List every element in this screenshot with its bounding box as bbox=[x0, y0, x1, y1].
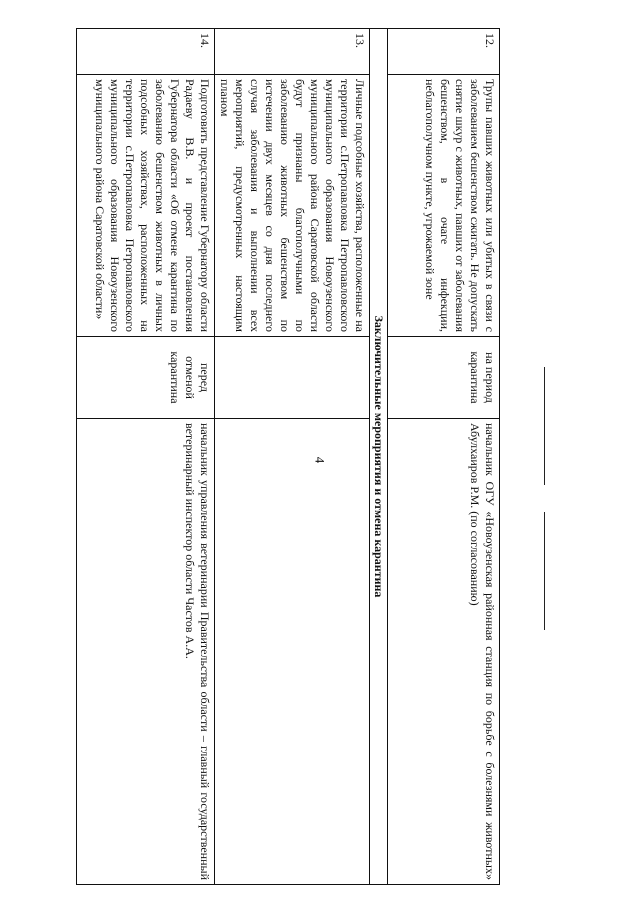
term-cell: на период карантина bbox=[388, 337, 500, 419]
row-number: 12. bbox=[388, 29, 500, 75]
section-title: Заключительные мероприятия и отмена карантина bbox=[370, 29, 388, 885]
measure-cell: Трупы павших животных или убитых в связи с заболеванием бешенством сжигать. Не допускать снятие шкур с животных, павших от заболевания бешенством, в очаге инфекции, неблагополучном пункте, угрожаемой зоне bbox=[388, 75, 500, 337]
page-number: 4 bbox=[312, 456, 328, 464]
signature-line bbox=[544, 367, 545, 485]
rotated-plan-table bbox=[82, 28, 500, 884]
responsible-cell: начальник ОГУ «Новоузенская районная станция по борьбе с болезнями животных» Абулхаиров Р.М. (по согласованию) bbox=[388, 419, 500, 885]
row-number: 13. bbox=[215, 29, 370, 75]
term-cell: перед отменой карантина bbox=[77, 337, 215, 419]
plan-table bbox=[76, 28, 500, 885]
section-row bbox=[370, 29, 388, 885]
signature-line bbox=[544, 512, 545, 630]
measure-cell: Личные подсобные хозяйства, расположенные на территории с.Петропавловка Петропавловского муниципального образования Новоузенского муниципального района Саратовской области будут признаны благополучными по заболеванию животных бешенством по истечении двух месяцев со дня последнего случая заболевания и выполнении всех мероприятий, предусмотренных настоящим планом bbox=[215, 75, 370, 337]
row-number: 14. bbox=[77, 29, 215, 75]
measure-cell: Подготовить представление Губернатору области Радаеву В.В. и проект постановления Губернатора области «Об отмене карантина по заболеванию бешенством животных в личных подсобных хозяйствах, расположенных на территории с.Петропавловка Петропавловского муниципального образования Новоузенского муниципального района Саратовской области» bbox=[77, 75, 215, 337]
table-row bbox=[77, 29, 215, 885]
responsible-cell: начальник управления ветеринарии Правительства области – главный государственный ветеринарный инспектор области Частов А.А. bbox=[77, 419, 215, 885]
table-row bbox=[388, 29, 500, 885]
term-cell bbox=[215, 337, 370, 419]
responsible-cell bbox=[215, 419, 370, 885]
table-row bbox=[215, 29, 370, 885]
